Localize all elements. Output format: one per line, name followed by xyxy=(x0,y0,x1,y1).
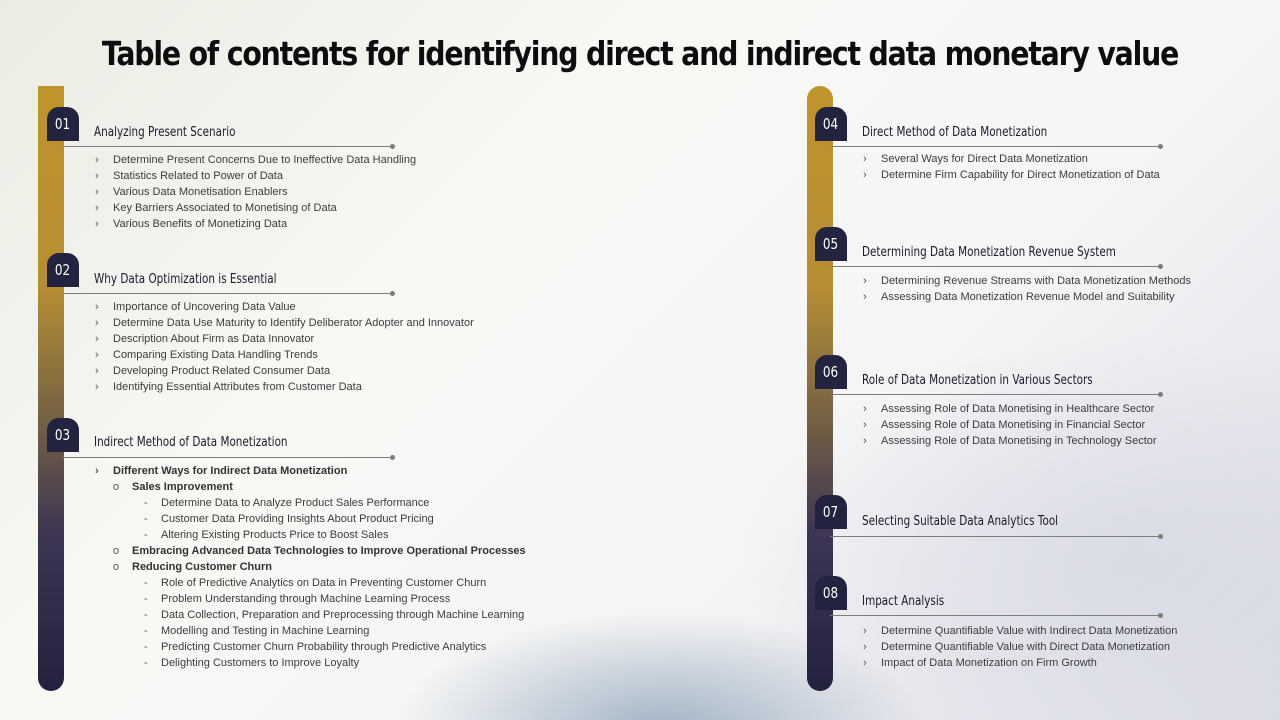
list-item[interactable]: › Comparing Existing Data Handling Trends xyxy=(94,347,474,363)
list-item[interactable]: › Several Ways for Direct Data Monetization xyxy=(862,151,1160,167)
section-heading[interactable]: Direct Method of Data Monetization xyxy=(862,125,1048,140)
section-item-list xyxy=(862,273,1191,305)
list-item[interactable]: › Determining Revenue Streams with Data Monetization Methods xyxy=(862,273,1191,289)
list-item[interactable]: o Reducing Customer Churn xyxy=(94,559,526,575)
page-title: Table of contents for identifying direct and indirect data monetary value xyxy=(101,34,1179,73)
section-divider xyxy=(62,457,392,458)
list-item[interactable]: › Importance of Uncovering Data Value xyxy=(94,299,474,315)
section-divider xyxy=(62,146,392,147)
list-item[interactable]: o Sales Improvement xyxy=(94,479,526,495)
list-item[interactable]: - Problem Understanding through Machine Learning Process xyxy=(94,591,526,607)
section-divider xyxy=(62,293,392,294)
list-item[interactable]: › Different Ways for Indirect Data Monetization xyxy=(94,463,526,479)
list-item[interactable]: › Determine Quantifiable Value with Direct Data Monetization xyxy=(862,639,1177,655)
list-item[interactable]: - Customer Data Providing Insights About Product Pricing xyxy=(94,511,526,527)
section-item-list xyxy=(862,623,1177,671)
section-divider xyxy=(830,536,1160,537)
section-number-badge xyxy=(47,253,79,287)
section-divider xyxy=(830,146,1160,147)
section-heading[interactable]: Determining Data Monetization Revenue System xyxy=(862,245,1116,260)
section-item-list xyxy=(94,299,474,395)
list-item[interactable]: › Assessing Role of Data Monetising in Technology Sector xyxy=(862,433,1157,449)
section-divider xyxy=(830,615,1160,616)
list-item[interactable]: › Various Benefits of Monetizing Data xyxy=(94,216,416,232)
section-heading[interactable]: Analyzing Present Scenario xyxy=(94,125,236,140)
list-item[interactable]: - Altering Existing Products Price to Boost Sales xyxy=(94,527,526,543)
section-heading[interactable]: Selecting Suitable Data Analytics Tool xyxy=(862,514,1059,529)
list-item[interactable]: › Assessing Data Monetization Revenue Model and Suitability xyxy=(862,289,1191,305)
list-item[interactable]: › Key Barriers Associated to Monetising of Data xyxy=(94,200,416,216)
section-divider xyxy=(830,266,1160,267)
list-item[interactable]: › Assessing Role of Data Monetising in Financial Sector xyxy=(862,417,1157,433)
section-item-list xyxy=(94,463,526,671)
list-item[interactable]: - Data Collection, Preparation and Preprocessing through Machine Learning xyxy=(94,607,526,623)
section-number: 05 xyxy=(823,235,839,253)
section-number-badge xyxy=(815,107,847,141)
section-number-badge xyxy=(47,418,79,452)
section-number-badge xyxy=(815,576,847,610)
section-number: 06 xyxy=(823,363,839,381)
list-item[interactable]: › Determine Firm Capability for Direct Monetization of Data xyxy=(862,167,1160,183)
section-divider xyxy=(830,394,1160,395)
section-number-badge xyxy=(815,355,847,389)
section-number: 03 xyxy=(55,426,71,444)
section-number: 08 xyxy=(823,584,839,602)
list-item[interactable]: › Assessing Role of Data Monetising in Healthcare Sector xyxy=(862,401,1157,417)
section-number: 07 xyxy=(823,503,839,521)
list-item[interactable]: › Impact of Data Monetization on Firm Growth xyxy=(862,655,1177,671)
section-heading[interactable]: Why Data Optimization is Essential xyxy=(94,272,277,287)
section-heading[interactable]: Indirect Method of Data Monetization xyxy=(94,435,288,450)
list-item[interactable]: - Predicting Customer Churn Probability through Predictive Analytics xyxy=(94,639,526,655)
section-number: 02 xyxy=(55,261,71,279)
list-item[interactable]: › Identifying Essential Attributes from Customer Data xyxy=(94,379,474,395)
list-item[interactable]: › Determine Present Concerns Due to Ineffective Data Handling xyxy=(94,152,416,168)
left-timeline-bar xyxy=(38,86,64,691)
list-item[interactable]: › Determine Data Use Maturity to Identify Deliberator Adopter and Innovator xyxy=(94,315,474,331)
section-item-list xyxy=(94,152,416,232)
section-number: 04 xyxy=(823,115,839,133)
list-item[interactable]: › Statistics Related to Power of Data xyxy=(94,168,416,184)
list-item[interactable]: - Modelling and Testing in Machine Learning xyxy=(94,623,526,639)
list-item[interactable]: - Determine Data to Analyze Product Sales Performance xyxy=(94,495,526,511)
list-item[interactable]: - Role of Predictive Analytics on Data in Preventing Customer Churn xyxy=(94,575,526,591)
section-number-badge xyxy=(815,227,847,261)
section-number: 01 xyxy=(55,115,71,133)
list-item[interactable]: › Determine Quantifiable Value with Indirect Data Monetization xyxy=(862,623,1177,639)
section-heading[interactable]: Impact Analysis xyxy=(862,594,945,609)
section-item-list xyxy=(862,401,1157,449)
section-item-list xyxy=(862,151,1160,183)
section-number-badge xyxy=(815,495,847,529)
section-number-badge xyxy=(47,107,79,141)
list-item[interactable]: o Embracing Advanced Data Technologies to Improve Operational Processes xyxy=(94,543,526,559)
section-heading[interactable]: Role of Data Monetization in Various Sectors xyxy=(862,373,1093,388)
list-item[interactable]: › Various Data Monetisation Enablers xyxy=(94,184,416,200)
list-item[interactable]: › Developing Product Related Consumer Data xyxy=(94,363,474,379)
list-item[interactable]: - Delighting Customers to Improve Loyalty xyxy=(94,655,526,671)
list-item[interactable]: › Description About Firm as Data Innovator xyxy=(94,331,474,347)
